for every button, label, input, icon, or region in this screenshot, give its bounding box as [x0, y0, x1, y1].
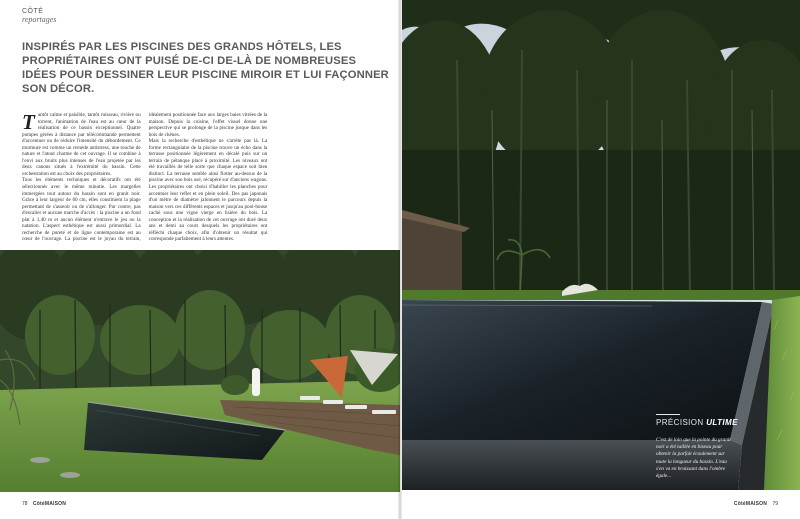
section-tag	[22, 8, 56, 24]
article-paragraph-2: Tous les éléments techniques et décoratifs ont été sélectionnés avec le même minutie. Les margelles immergées tout autour du bassin sont en granit noir. Grâce à leur largeur de 60 cm, elles constituent la plage permettant de s'asseoir ou de s'allonger. Par contre, pas d'escalier et aucune marche d'accès : la piscine a un fond plat à 1,40 m et aucun élément n'entrave le jeu ou la natation. L'aspect esthétique est aussi primordial. La recherche de pureté et de ligne contemporaine est au cœur de l'ouvrage. La piscine est le joyau du terrain, idéalement positionnée face aux larges baies vitrées de la maison. Depuis la cuisine, l'effet visuel donne une perspective qui se prolonge de la piscine jusque dans les bois de chênes.	[22, 112, 268, 243]
left-magazine-name: CôtéMAISON	[32, 501, 67, 507]
article-paragraph-3: Mais la recherche d'esthétique ne s'arrête pas là. La forme rectangulaire de la piscine trouve un écho dans la terrasse positionnée légèrement en décalé puis sur un terrain de pétanque placé à proximité. Les niveaux ont été travaillés de telle sorte que chaque espace soit bien distinct. La terrasse semble ainsi flotter au-dessus de la piscine avec son bois usé, récupéré sur d'anciens wagons. Les propriétaires ont choisi d'habiller les planches pour accentuer leur reflet et en plein soleil. Des pas japonais d'un mètre de diamètre jalonnent le parcours depuis la maison vers ces différents espaces et jusqu'au pool-house caché sous une vigne vierge en lisière du bois. La conception et la réalisation de cet ouvrage ont duré deux ans et demi au cours desquels les propriétaires ont réfléchi chaque choix, afin d'obtenir un résultat qui corresponde parfaitement à leurs attentes.	[148, 138, 268, 243]
right-folio	[734, 501, 778, 507]
drop-cap: T	[22, 110, 35, 134]
callout-rule	[656, 414, 680, 415]
right-page-number: 79	[772, 501, 778, 507]
callout-quote: C'est de loin que la pointe du granit noir a été taillée en biseau pour obtenir la parfait écoulement sur toute la longueur du bassin. L'eau s'en va en bruissant dans l'ombre égale...	[656, 437, 731, 480]
section-sublabel: reportages	[22, 15, 57, 24]
article-paragraph-1: Tantôt calme et paisible, tantôt ruisseau, rivière ou torrent, l'animation de l'eau est au cœur de la réalisation de ce bassin exceptionnel. Quatre pompes gérées à distance par télécommande permettent d'accentuer ou de réduire l'intensité du débordement. Ce murmure est comme un remède antistress, une touche de nature et l'atout charme de cet ouvrage. Il se combine à l'envi aux bruits plus intenses de l'eau projetée par les deux canons situés à l'extrémité du bassin. Cette orchestration est au choix des propriétaires.	[22, 110, 141, 177]
callout-title-accent: ULTIME	[706, 418, 738, 427]
left-folio	[22, 501, 66, 507]
article-headline: INSPIRÉS PAR LES PISCINES DES GRANDS HÔTELS, LES PROPRIÉTAIRES ONT PUISÉ DE-CI DE-LÀ DE NOMBREUSES IDÉES POUR DESSINER LEUR PISCINE MIROIR ET LUI FAÇONNER SON DÉCOR.	[22, 41, 389, 95]
precision-callout	[656, 414, 786, 480]
left-page-number: 78	[22, 501, 28, 507]
callout-title-plain: PRÉCISION	[656, 418, 704, 427]
right-magazine-name: CôtéMAISON	[733, 501, 768, 507]
pool-garden-illustration	[0, 250, 400, 492]
pool-garden-photo	[0, 250, 400, 492]
article-body	[22, 112, 394, 248]
page-gutter	[398, 0, 402, 519]
callout-title	[656, 418, 786, 427]
section-label: CÔTÉ	[22, 8, 44, 15]
right-page	[400, 0, 800, 519]
